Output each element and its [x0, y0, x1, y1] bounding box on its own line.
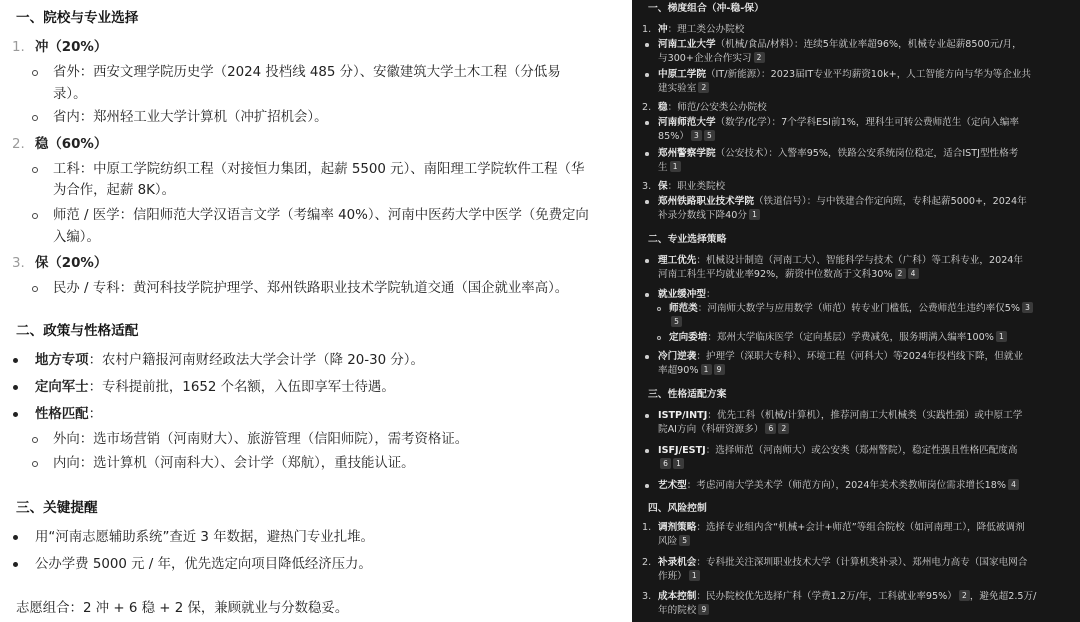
citation-badge[interactable]: 2 [698, 82, 709, 93]
list-item: 外向：选市场营销（河南财大）、旅游管理（信阳师院），需考资格证。 [53, 432, 469, 447]
list-item-cont: 为合作，起薪 8K）。 [53, 183, 175, 198]
section-title: 一、梯度组合（冲-稳-保） [648, 3, 764, 14]
bullet-icon [32, 115, 38, 121]
bullet-icon [13, 535, 18, 540]
bullet-icon [645, 355, 649, 359]
right-panel [632, 0, 1080, 622]
citation-badge[interactable]: 1 [996, 331, 1007, 342]
list-number: 1. [642, 24, 652, 35]
list-item: 河南工业大学（机械/食品/材料）：连续5年就业率超96%，机械专业起薪8500元/月， [658, 39, 1022, 50]
bullet-icon [645, 449, 649, 453]
citation-badge[interactable]: 5 [671, 316, 682, 327]
list-item-cont [658, 458, 684, 472]
list-item: 理工优先：机械设计制造（河南工大）、智能科学与技术（广科）等工科专业，2024年 [658, 255, 1023, 266]
citation-badge[interactable]: 9 [714, 364, 725, 375]
section-title: 二、专业选择策略 [648, 234, 727, 245]
citation-badge[interactable]: 1 [673, 458, 684, 469]
bullet-icon [32, 437, 38, 443]
list-number: 2. [642, 102, 652, 113]
citation-badge[interactable]: 3 [1022, 302, 1033, 313]
list-item-cont: 院AI方向（科研资源多） 6 2 [658, 423, 789, 437]
citation-badge[interactable]: 5 [704, 130, 715, 141]
list-item-cont: 85%） 3 5 [658, 130, 715, 144]
citation-badge[interactable]: 1 [670, 161, 681, 172]
list-item-cont: 入编）。 [53, 230, 100, 245]
list-item-cont: 补录分数线下降40分 1 [658, 209, 760, 223]
list-number: 1. [12, 40, 25, 55]
bullet-icon [657, 307, 661, 311]
citation-badge[interactable]: 9 [698, 604, 709, 615]
list-item-cont: 风险 5 [658, 535, 690, 549]
list-item: 省内：郑州轻工业大学计算机（冲扩招机会）。 [53, 110, 328, 125]
list-item-cont [669, 316, 682, 330]
list-number: 3. [642, 591, 652, 602]
bullet-icon [13, 385, 18, 390]
citation-badge[interactable]: 4 [908, 268, 919, 279]
bullet-icon [645, 259, 649, 263]
summary-footer: 志愿组合：2 冲 + 6 稳 + 2 保，兼顾就业与分数稳妥。 [16, 601, 349, 616]
bullet-icon [32, 70, 38, 76]
bullet-icon [645, 121, 649, 125]
list-item: 公办学费 5000 元 / 年，优先选定向项目降低经济压力。 [35, 557, 372, 572]
citation-badge[interactable]: 4 [1008, 479, 1019, 490]
list-item: 艺术型：考虑河南大学美术学（师范方向），2024年美术类教师岗位需求增长18% 4 [658, 479, 1019, 493]
list-item-cont: 年的院校 9 [658, 604, 709, 618]
list-item-cont: 与300+企业合作实习 2 [658, 52, 765, 66]
list-item-cont: 录）。 [53, 87, 87, 102]
tier-heading: 冲（20%） [35, 40, 108, 55]
list-item: 补录机会：专科批关注深圳职业技术大学（计算机类补录）、郑州电力高专（国家电网合 [658, 557, 1028, 568]
bullet-icon [13, 412, 18, 417]
list-item: 民办 / 专科：黄河科技学院护理学、郑州铁路职业技术学院轨道交通（国企就业率高）。 [53, 281, 569, 296]
section-title: 一、院校与专业选择 [16, 10, 139, 26]
list-item: 工科：中原工学院纺织工程（对接恒力集团，起薪 5500 元）、南阳理工学院软件工程（华 [53, 162, 585, 177]
bullet-icon [657, 336, 661, 340]
list-item-cont: 建实验室 2 [658, 82, 709, 96]
list-item: 用“河南志愿辅助系统”查近 3 年数据，避热门专业扎堆。 [35, 530, 374, 545]
list-item: 内向：选计算机（河南科大）、会计学（郑航），重技能认证。 [53, 456, 415, 471]
bullet-icon [645, 293, 649, 297]
tier-heading: 保：职业类院校 [658, 181, 726, 192]
list-item-cont: 河南工科生平均就业率92%，薪资中位数高于文科30% 2 4 [658, 268, 919, 282]
bullet-icon [32, 213, 38, 219]
list-item: 就业缓冲型： [658, 289, 716, 300]
list-item-cont: 率超90% 1 9 [658, 364, 725, 378]
list-item: 省外：西安文理学院历史学（2024 投档线 485 分）、安徽建筑大学土木工程（分低易 [53, 65, 561, 80]
bullet-icon [645, 43, 649, 47]
list-number: 2. [642, 557, 652, 568]
citation-badge[interactable]: 1 [701, 364, 712, 375]
citation-badge[interactable]: 2 [754, 52, 765, 63]
citation-badge[interactable]: 3 [691, 130, 702, 141]
citation-badge[interactable]: 2 [895, 268, 906, 279]
section-title: 三、关键提醒 [16, 500, 98, 516]
citation-badge[interactable]: 6 [765, 423, 776, 434]
bullet-icon [32, 461, 38, 467]
bullet-icon [32, 167, 38, 173]
list-item: 河南师范大学（数学/化学）：7个学科ESI前1%，理科生可转公费师范生（定向入编率 [658, 117, 1019, 128]
bullet-icon [645, 414, 649, 418]
tier-heading: 保（20%） [35, 256, 108, 271]
bullet-icon [13, 358, 18, 363]
list-item: 定向委培：郑州大学临床医学（定向基层）学费减免，服务期满入编率100% 1 [669, 331, 1007, 345]
list-item: 师范类：河南师大数学与应用数学（师范）转专业门槛低，公费师范生违约率仅5% 3 [669, 302, 1033, 316]
list-item: 冷门逆袭：护理学（深职大专科）、环境工程（河科大）等2024年投档线下降，但就业 [658, 351, 1023, 362]
tier-heading: 稳：师范/公安类公办院校 [658, 102, 767, 113]
citation-badge[interactable]: 5 [679, 535, 690, 546]
list-item: 中原工学院（IT/新能源）：2023届IT专业平均薪资10k+，人工智能方向与华为等企业共 [658, 69, 1032, 80]
citation-badge[interactable]: 1 [749, 209, 760, 220]
bullet-icon [645, 73, 649, 77]
list-item: ISTP/INTJ：优先工科（机械/计算机），推荐河南工大机械类（实践性强）或中原工学 [658, 410, 1023, 421]
tier-heading: 稳（60%） [35, 137, 108, 152]
list-item: 定向军士：专科提前批，1652 个名额，入伍即享军士待遇。 [35, 380, 395, 395]
bullet-icon [645, 484, 649, 488]
list-number: 2. [12, 137, 25, 152]
citation-badge[interactable]: 2 [959, 590, 970, 601]
section-title: 三、性格适配方案 [648, 389, 727, 400]
list-number: 3. [642, 181, 652, 192]
bullet-icon [32, 286, 38, 292]
citation-badge[interactable]: 6 [660, 458, 671, 469]
tier-heading: 冲：理工类公办院校 [658, 24, 745, 35]
list-item: 成本控制：民办院校优先选择广科（学费1.2万/年，工科就业率95%） 2 ，避免超2.5万/ [658, 591, 1037, 602]
list-item: 郑州铁路职业技术学院（铁道信号）：与中铁建合作定向班，专科起薪5000+，2024年 [658, 196, 1027, 207]
section-title: 四、风险控制 [648, 503, 707, 514]
list-item: 地方专项：农村户籍报河南财经政法大学会计学（降 20-30 分）。 [35, 353, 424, 368]
citation-badge[interactable]: 2 [778, 423, 789, 434]
list-number: 1. [642, 522, 652, 533]
bullet-icon [645, 152, 649, 156]
list-item: 调剂策略：选择专业组内含“机械+会计+师范”等组合院校（如河南理工），降低被调剂 [658, 522, 1025, 533]
list-item: 师范 / 医学：信阳师范大学汉语言文学（考编率 40%）、河南中医药大学中医学（免费定向 [53, 208, 589, 223]
bullet-icon [13, 562, 18, 567]
citation-badge[interactable]: 1 [689, 570, 700, 581]
list-item: ISFJ/ESTJ：选择师范（河南师大）或公安类（郑州警院），稳定性强且性格匹配度高 [658, 445, 1018, 456]
list-number: 3. [12, 256, 25, 271]
list-item-cont: 生 1 [658, 161, 681, 175]
list-item-cont: 作班） 1 [658, 570, 700, 584]
list-item: 性格匹配： [35, 407, 102, 422]
list-item: 郑州警察学院（公安技术）：入警率95%，铁路公安系统岗位稳定，适合ISTJ型性格考 [658, 148, 1019, 159]
bullet-icon [645, 200, 649, 204]
section-title: 二、政策与性格适配 [16, 323, 139, 339]
